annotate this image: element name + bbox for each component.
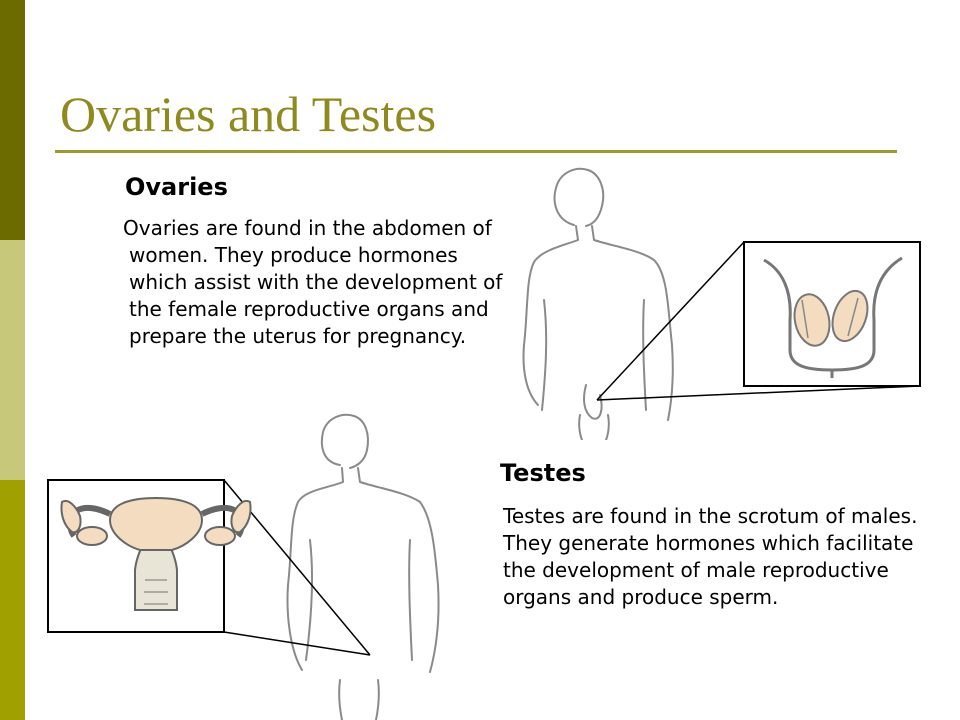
male-figure-illustration <box>482 160 927 440</box>
sidebar-segment-light <box>0 240 25 480</box>
ovaries-description: Ovaries are found in the abdomen of women. They produce hormones which assist with the development of the female reproductive organs and prepare the uterus for pregnancy. <box>123 216 503 348</box>
sidebar-segment-mid <box>0 480 25 720</box>
sidebar-accent-bar <box>0 0 25 720</box>
testes-description: Testes are found in the scrotum of males. They generate hormones which facilitate the development of male reproductive organs and produce sperm. <box>503 504 918 609</box>
ovaries-heading: Ovaries <box>125 173 228 201</box>
sidebar-segment-dark <box>0 0 25 240</box>
testes-heading: Testes <box>500 459 586 487</box>
inset-callout-line <box>224 632 370 655</box>
title-underline <box>55 150 897 153</box>
female-figure-illustration <box>40 410 480 720</box>
slide-title: Ovaries and Testes <box>60 86 437 142</box>
inset-callout-line <box>597 242 744 400</box>
female-body-outline <box>288 415 439 720</box>
